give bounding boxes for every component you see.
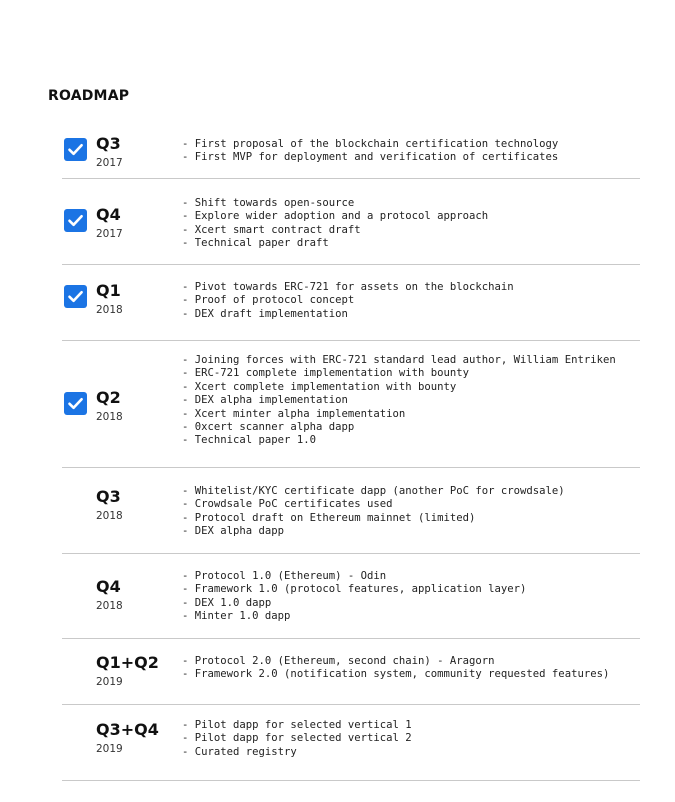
milestone-item: - Explore wider adoption and a protocol approach xyxy=(182,210,488,223)
checkbox-checked-icon xyxy=(64,138,87,161)
milestone-item: - 0xcert scanner alpha dapp xyxy=(182,421,616,434)
roadmap-row xyxy=(62,639,640,705)
checkbox-checked-icon xyxy=(64,285,87,308)
milestone-items xyxy=(182,138,558,165)
quarter-label: Q3 xyxy=(96,134,121,153)
milestone-item: - Pilot dapp for selected vertical 2 xyxy=(182,732,412,745)
milestone-item: - Xcert smart contract draft xyxy=(182,224,488,237)
milestone-item: - DEX alpha dapp xyxy=(182,525,565,538)
milestone-item: - Xcert complete implementation with bounty xyxy=(182,381,616,394)
roadmap-list xyxy=(62,126,640,781)
roadmap-row xyxy=(62,179,640,265)
milestone-item: - Technical paper 1.0 xyxy=(182,434,616,447)
milestone-item: - Crowdsale PoC certificates used xyxy=(182,498,565,511)
milestone-item: - Whitelist/KYC certificate dapp (another PoC for crowdsale) xyxy=(182,485,565,498)
quarter-label: Q2 xyxy=(96,388,121,407)
checkbox-checked-icon xyxy=(64,392,87,415)
milestone-item: - Framework 2.0 (notification system, community requested features) xyxy=(182,668,609,681)
milestone-items xyxy=(182,655,609,682)
period-label xyxy=(96,206,123,241)
quarter-label: Q1+Q2 xyxy=(96,653,159,672)
roadmap-row xyxy=(62,554,640,639)
milestone-items xyxy=(182,281,514,321)
milestone-items xyxy=(182,197,488,251)
milestone-item: - Shift towards open-source xyxy=(182,197,488,210)
milestone-item: - Curated registry xyxy=(182,746,412,759)
quarter-label: Q1 xyxy=(96,281,121,300)
period-label xyxy=(96,135,123,170)
period-label xyxy=(96,282,123,317)
roadmap-row xyxy=(62,705,640,781)
milestone-item: - Joining forces with ERC-721 standard lead author, William Entriken xyxy=(182,354,616,367)
year-label: 2019 xyxy=(96,743,123,755)
period-label xyxy=(96,578,123,613)
milestone-item: - Pilot dapp for selected vertical 1 xyxy=(182,719,412,732)
milestone-item: - Protocol draft on Ethereum mainnet (limited) xyxy=(182,512,565,525)
roadmap-row xyxy=(62,265,640,341)
milestone-items xyxy=(182,719,412,759)
year-label: 2018 xyxy=(96,600,123,612)
milestone-item: - DEX 1.0 dapp xyxy=(182,597,526,610)
milestone-items xyxy=(182,354,616,448)
quarter-label: Q4 xyxy=(96,205,121,224)
quarter-label: Q4 xyxy=(96,577,121,596)
milestone-items xyxy=(182,570,526,624)
year-label: 2018 xyxy=(96,411,123,423)
year-label: 2019 xyxy=(96,676,123,688)
milestone-items xyxy=(182,485,565,539)
milestone-item: - DEX draft implementation xyxy=(182,308,514,321)
milestone-item: - First MVP for deployment and verification of certificates xyxy=(182,151,558,164)
period-label xyxy=(96,654,159,689)
milestone-item: - First proposal of the blockchain certification technology xyxy=(182,138,558,151)
roadmap-row xyxy=(62,341,640,468)
milestone-item: - Protocol 1.0 (Ethereum) - Odin xyxy=(182,570,526,583)
roadmap-row xyxy=(62,468,640,554)
milestone-item: - Xcert minter alpha implementation xyxy=(182,408,616,421)
milestone-item: - Framework 1.0 (protocol features, application layer) xyxy=(182,583,526,596)
year-label: 2017 xyxy=(96,157,123,169)
milestone-item: - ERC-721 complete implementation with bounty xyxy=(182,367,616,380)
page-title: ROADMAP xyxy=(48,88,130,104)
quarter-label: Q3 xyxy=(96,487,121,506)
milestone-item: - Protocol 2.0 (Ethereum, second chain) - Aragorn xyxy=(182,655,609,668)
milestone-item: - Technical paper draft xyxy=(182,237,488,250)
period-label xyxy=(96,389,123,424)
quarter-label: Q3+Q4 xyxy=(96,720,159,739)
milestone-item: - Proof of protocol concept xyxy=(182,294,514,307)
milestone-item: - Pivot towards ERC-721 for assets on the blockchain xyxy=(182,281,514,294)
year-label: 2017 xyxy=(96,228,123,240)
checkbox-checked-icon xyxy=(64,209,87,232)
period-label xyxy=(96,488,123,523)
period-label xyxy=(96,721,159,756)
milestone-item: - DEX alpha implementation xyxy=(182,394,616,407)
roadmap-row xyxy=(62,126,640,179)
year-label: 2018 xyxy=(96,510,123,522)
year-label: 2018 xyxy=(96,304,123,316)
milestone-item: - Minter 1.0 dapp xyxy=(182,610,526,623)
